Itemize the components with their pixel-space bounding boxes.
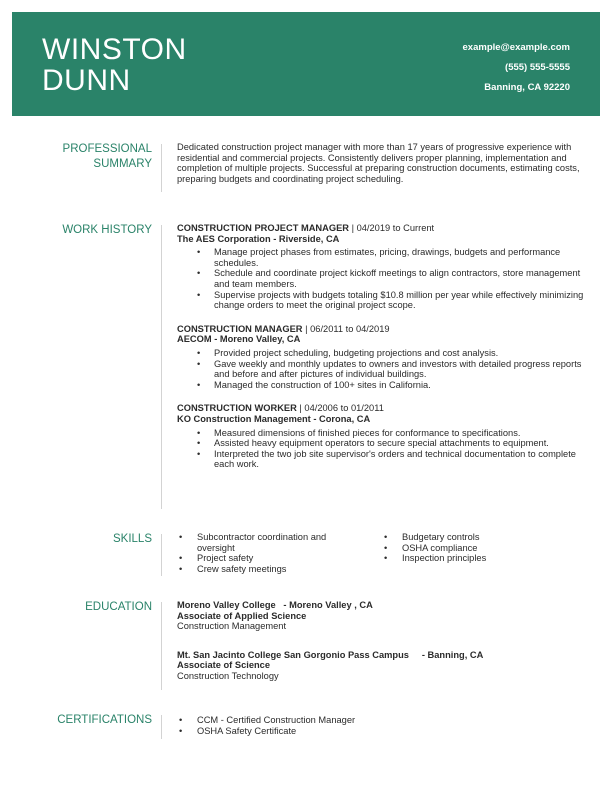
summary-label-line2: SUMMARY <box>93 158 152 170</box>
candidate-name <box>42 34 187 96</box>
job-bullets <box>177 428 587 470</box>
skills-column-left <box>177 532 382 574</box>
skills-section <box>0 532 612 582</box>
list-item: • CCM - Certified Construction Manager <box>177 715 587 726</box>
education-list <box>177 600 587 700</box>
job-dates: | 04/2019 to Current <box>351 223 435 233</box>
list-item <box>382 532 587 543</box>
certifications-label: CERTIFICATIONS <box>57 714 152 726</box>
resume-header <box>12 12 600 116</box>
list-item: • Interpreted the two job site supervisor's orders and technical documentation to complete each work. <box>177 449 587 470</box>
list-item: • Schedule and coordinate project kickoff meetings to align contractors, store management and team members. <box>177 268 587 289</box>
job-entry <box>177 324 587 391</box>
education-label: EDUCATION <box>85 601 152 613</box>
list-item <box>382 553 587 564</box>
work-history-label: WORK HISTORY <box>62 224 152 236</box>
list-item: • Manage project phases from estimates, pricing, drawings, budgets and performance schedules. <box>177 247 587 268</box>
job-title: CONSTRUCTION MANAGER <box>177 323 303 334</box>
list-item: • Gave weekly and monthly updates to owners and investors with detailed progress reports and before and after pictures of individual buildings. <box>177 359 587 380</box>
list-item: • Provided project scheduling, budgeting projections and cost analysis. <box>177 348 587 359</box>
degree: Associate of Science <box>177 660 271 671</box>
list-item: • Managed the construction of 100+ sites in California. <box>177 380 587 391</box>
skill-text: • Crew safety meetings <box>197 563 287 574</box>
job-dates: | 04/2006 to 01/2011 <box>299 403 384 414</box>
job-entry <box>177 403 587 470</box>
summary-label-line1: PROFESSIONAL <box>62 143 152 155</box>
education-entry <box>177 650 587 682</box>
list-item <box>382 543 587 554</box>
section-divider <box>161 602 162 690</box>
summary-section <box>0 142 612 198</box>
job-bullets <box>177 348 587 390</box>
email: example@example.com <box>462 42 570 53</box>
section-divider <box>161 534 162 576</box>
contact-info <box>463 38 570 98</box>
work-history-section <box>0 223 612 513</box>
summary-label <box>30 142 152 172</box>
school-name: Moreno Valley College - Moreno Valley , CA <box>177 600 373 610</box>
job-employer: KO Construction Management - Corona, CA <box>177 413 371 424</box>
last-name: DUNN <box>42 64 131 97</box>
field-of-study: Construction Technology <box>177 670 279 681</box>
certifications-list <box>177 715 587 736</box>
job-bullets <box>177 247 587 311</box>
list-item <box>177 564 382 575</box>
job-dates: | 06/2011 to 04/2019 <box>305 323 390 334</box>
list-item: • Supervise projects with budgets totaling $10.8 million per year while effectively minimizing change orders to meet the original project scope. <box>177 290 587 311</box>
first-name: WINSTON <box>42 33 187 66</box>
work-history-list <box>177 223 587 483</box>
section-divider <box>161 225 162 509</box>
skill-text: • OSHA compliance <box>402 542 478 553</box>
job-employer: The AES Corporation - Riverside, CA <box>177 233 340 244</box>
skill-text: • Budgetary controls <box>402 532 480 542</box>
skill-text: • Project safety <box>197 553 254 564</box>
list-item: • Measured dimensions of finished pieces for conformance to specifications. <box>177 428 587 439</box>
education-section <box>0 600 612 692</box>
list-item <box>177 553 382 564</box>
list-item: • OSHA Safety Certificate <box>177 726 587 737</box>
phone: (555) 555-5555 <box>505 62 570 73</box>
job-title: CONSTRUCTION PROJECT MANAGER <box>177 223 349 233</box>
job-employer: AECOM - Moreno Valley, CA <box>177 334 301 345</box>
summary-text: Dedicated construction project manager with more than 17 years of progressive experience with residential and commercial projects. Consistently delivers proper planning, implementation and completion of multiple projects. Successful at preparing construction documents, estimating costs, preparing budgets and coordinating project scheduling. <box>177 142 580 184</box>
list-item <box>177 532 382 553</box>
school-name: Mt. San Jacinto College San Gorgonio Pass Campus - Banning, CA <box>177 649 484 660</box>
skill-text: • Subcontractor coordination and oversight <box>197 532 327 553</box>
section-divider <box>161 144 162 192</box>
location: Banning, CA 92220 <box>484 82 570 93</box>
job-entry <box>177 223 587 311</box>
skill-text: • Inspection principles <box>402 553 487 564</box>
skills-list <box>177 532 587 574</box>
list-item: • Assisted heavy equipment operators to secure special attachments to equipment. <box>177 438 587 449</box>
field-of-study: Construction Management <box>177 621 287 632</box>
education-entry <box>177 600 587 632</box>
certifications-section <box>0 713 612 743</box>
skills-column-right <box>382 532 587 574</box>
section-divider <box>161 715 162 739</box>
skills-label: SKILLS <box>113 533 152 545</box>
degree: Associate of Applied Science <box>177 610 307 621</box>
job-title: CONSTRUCTION WORKER <box>177 403 297 414</box>
